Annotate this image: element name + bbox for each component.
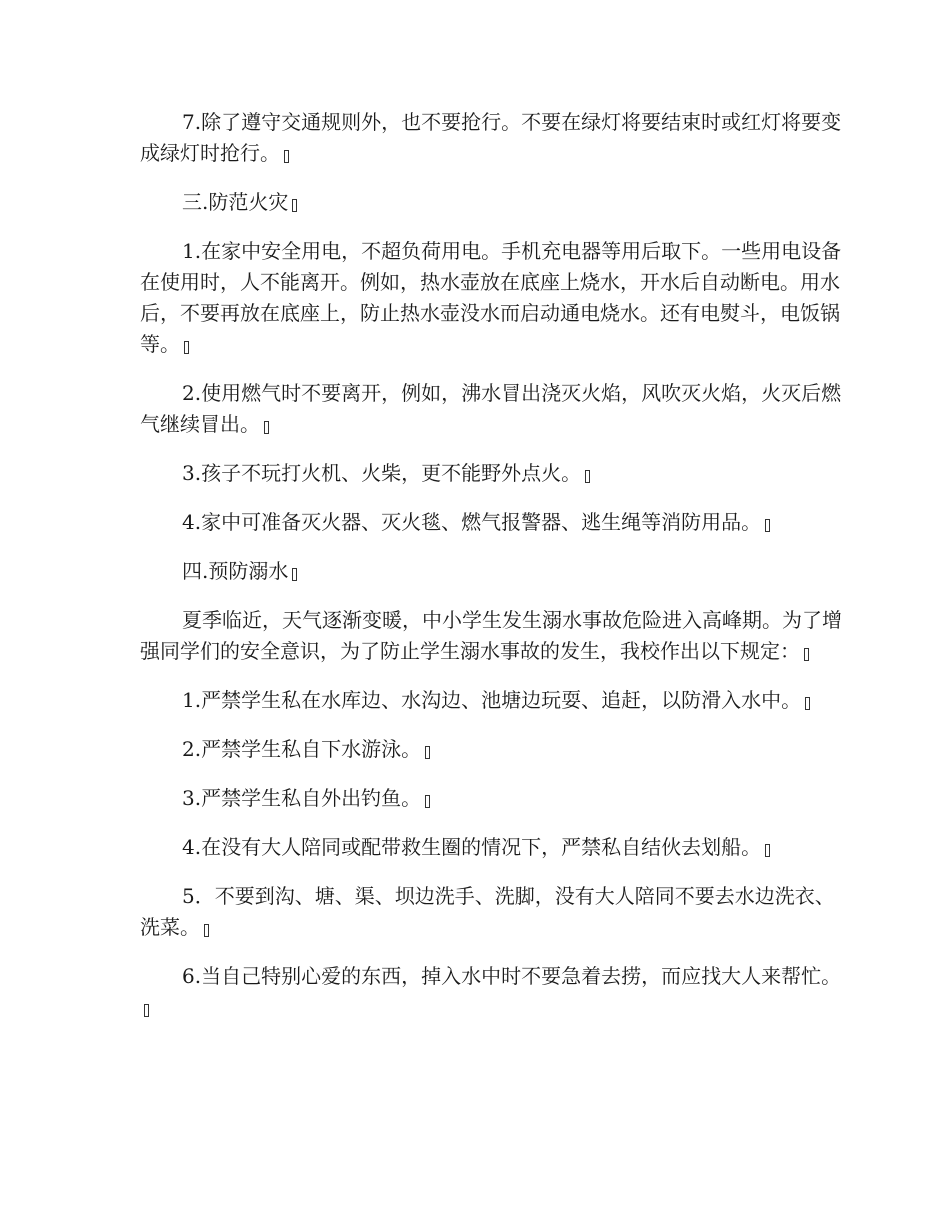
paragraph-end-mark: [204, 924, 209, 937]
paragraph-end-mark: [805, 697, 810, 710]
paragraph-fire-rule-3: 3.孩子不玩打火机、火柴，更不能野外点火。: [140, 458, 845, 489]
paragraph-drowning-rule-6: 6.当自己特别心爱的东西，掉入水中时不要急着去捞，而应找大人来帮忙。: [140, 961, 845, 1023]
section-heading-fire-prevention: 三.防范火灾: [140, 187, 845, 218]
paragraph-end-mark: [292, 568, 297, 581]
paragraph-drowning-rule-5: 5．不要到沟、塘、渠、坝边洗手、洗脚，没有大人陪同不要去水边洗衣、洗菜。: [140, 884, 835, 939]
section-heading-drowning-prevention: 四.预防溺水: [140, 556, 845, 587]
paragraph-drowning-rule-2: 2.严禁学生私自下水游泳。: [140, 734, 845, 765]
paragraph-end-mark: [264, 421, 269, 434]
paragraph-end-mark: [144, 1004, 149, 1017]
paragraph-drowning-intro: 夏季临近，天气逐渐变暖，中小学生发生溺水事故危险进入高峰期。为了增强同学们的安全意识，为了防止学生溺水事故的发生，我校作出以下规定：: [140, 608, 842, 663]
paragraph-end-mark: [425, 795, 430, 808]
paragraph-fire-rule-1: 1.在家中安全用电，不超负荷用电。手机充电器等用后取下。一些用电设备在使用时，人不能离开。例如，热水壶放在底座上烧水，开水后自动断电。用水后，不要再放在底座上，防止热水壶没水而启动通电烧水。还有电熨斗，电饭锅等。: [140, 239, 842, 356]
paragraph-fire-rule-4: 4.家中可准备灭火器、灭火毯、燃气报警器、逃生绳等消防用品。: [140, 507, 845, 538]
paragraph-drowning-rule-4: 4.在没有大人陪同或配带救生圈的情况下，严禁私自结伙去划船。: [140, 832, 845, 863]
paragraph-fire-rule-2: 2.使用燃气时不要离开，例如，沸水冒出浇灭火焰，风吹灭火焰，火灭后燃气继续冒出。: [140, 381, 842, 436]
document-body: [140, 107, 845, 1041]
paragraph-end-mark: [804, 648, 809, 661]
paragraph-drowning-rule-3: 3.严禁学生私自外出钓鱼。: [140, 783, 845, 814]
paragraph-traffic-rule-7: 7.除了遵守交通规则外，也不要抢行。不要在绿灯将要结束时或红灯将要变成绿灯时抢行。: [140, 110, 842, 165]
paragraph-end-mark: [292, 199, 297, 212]
paragraph-end-mark: [284, 150, 289, 163]
paragraph-end-mark: [184, 341, 189, 354]
paragraph-end-mark: [585, 470, 590, 483]
paragraph-end-mark: [765, 519, 770, 532]
paragraph-drowning-rule-1: 1.严禁学生私在水库边、水沟边、池塘边玩耍、追赶，以防滑入水中。: [140, 685, 845, 716]
paragraph-end-mark: [765, 844, 770, 857]
paragraph-end-mark: [425, 746, 430, 759]
